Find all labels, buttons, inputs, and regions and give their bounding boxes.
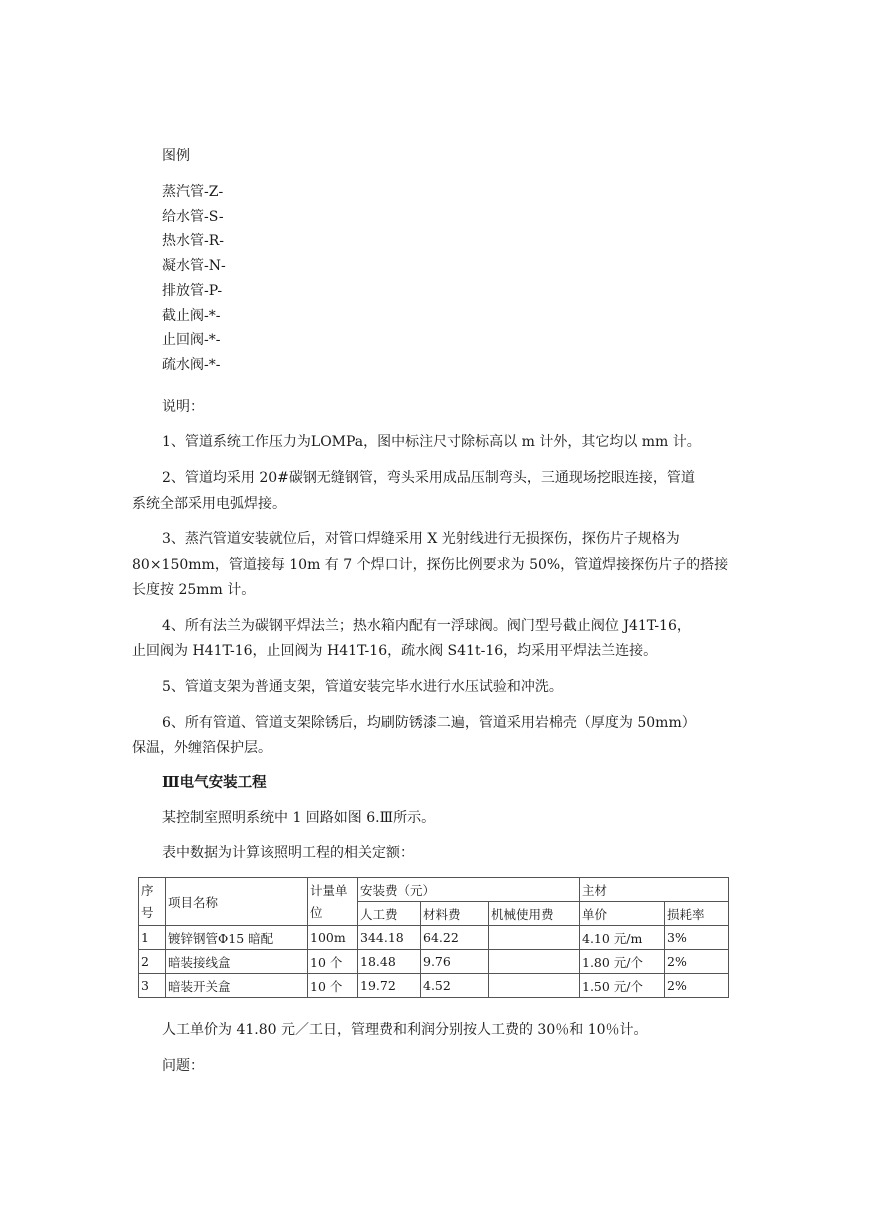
notes-title: 说明：	[162, 399, 204, 415]
legend-item: 蒸汽管-Z-	[162, 184, 224, 200]
note-4-line-2: 止回阀为 H41T-16，止回阀为 H41T-16，疏水阀 S41t-16，均采用平焊法兰连接。	[132, 643, 658, 659]
legend-title: 图例	[162, 148, 190, 164]
question-label: 问题：	[162, 1058, 204, 1074]
header-unit: 计量单位	[308, 878, 358, 926]
note-1: 1、管道系统工作压力为LOMPa，图中标注尺寸除标高以 m 计外，其它均以 mm 计。	[162, 434, 701, 450]
legend-item: 截止阀-*-	[162, 307, 221, 324]
intro-text: 某控制室照明系统中 1 回路如图 6.Ⅲ所示。	[162, 810, 436, 826]
cell-labor: 18.48	[358, 950, 421, 974]
cell-name: 暗装开关盒	[166, 974, 308, 998]
cell-seq: 2	[139, 950, 166, 974]
legend-list	[162, 180, 226, 378]
cell-unit: 100m	[308, 926, 358, 950]
header-material: 材料费	[421, 902, 489, 926]
note-2-line-2: 系统全部采用电弧焊接。	[132, 496, 286, 512]
legend-item: 疏水阀-*-	[162, 356, 221, 373]
header-machine: 机械使用费	[489, 902, 580, 926]
cell-price: 1.50 元/个	[580, 974, 665, 998]
header-seq: 序号	[139, 878, 166, 926]
legend-item: 排放管-P-	[162, 282, 223, 299]
header-name: 项目名称	[166, 878, 308, 926]
cell-unit: 10 个	[308, 974, 358, 998]
cell-labor: 19.72	[358, 974, 421, 998]
cell-material: 64.22	[421, 926, 489, 950]
note-5: 5、管道支架为普通支架，管道安装完毕水进行水压试验和冲洗。	[162, 679, 563, 695]
cell-seq: 1	[139, 926, 166, 950]
cell-material: 9.76	[421, 950, 489, 974]
cell-loss: 3%	[665, 926, 729, 950]
cell-unit: 10 个	[308, 950, 358, 974]
table-header-row	[139, 878, 729, 902]
header-main-material: 主材	[580, 878, 729, 902]
header-install-fee: 安装费（元）	[358, 878, 580, 902]
table-row	[139, 926, 729, 950]
cell-seq: 3	[139, 974, 166, 998]
note-6-line-1: 6、所有管道、管道支架除锈后，均刷防锈漆二遍，管道采用岩棉壳（厚度为 50mm）	[162, 715, 696, 731]
section-heading: Ⅲ电气安装工程	[162, 774, 267, 791]
note-3-line-2: 80×150mm，管道接每 10m 有 7 个焊口计，探伤比例要求为 50%，管道焊接探伤片子的搭接	[132, 557, 729, 573]
header-price: 单价	[580, 902, 665, 926]
table-row	[139, 950, 729, 974]
cell-name: 暗装接线盒	[166, 950, 308, 974]
note-3-line-1: 3、蒸汽管道安装就位后，对管口焊缝采用 X 光射线进行无损探伤，探伤片子规格为	[162, 531, 680, 547]
header-loss: 损耗率	[665, 902, 729, 926]
quota-table	[138, 877, 729, 998]
legend-item: 凝水管-N-	[162, 258, 226, 275]
note-4-line-1: 4、所有法兰为碳钢平焊法兰；热水箱内配有一浮球阀。阀门型号截止阀位 J41T-16，	[162, 618, 691, 634]
note-3-line-3: 长度按 25mm 计。	[132, 582, 256, 598]
note-6-line-2: 保温，外缠箔保护层。	[132, 740, 272, 756]
cell-price: 4.10 元/m	[580, 926, 665, 950]
labor-note: 人工单价为 41.80 元／工日，管理费和利润分别按人工费的 30％和 10％计。	[162, 1022, 648, 1038]
legend-item: 给水管-S-	[162, 208, 224, 225]
cell-machine	[489, 974, 580, 998]
cell-loss: 2%	[665, 950, 729, 974]
table-row	[139, 974, 729, 998]
cell-material: 4.52	[421, 974, 489, 998]
legend-item: 热水管-R-	[162, 233, 225, 250]
cell-name: 镀锌钢管Φ15 暗配	[166, 926, 308, 950]
cell-loss: 2%	[665, 974, 729, 998]
table-intro: 表中数据为计算该照明工程的相关定额：	[162, 845, 414, 861]
note-2-line-1: 2、管道均采用 20#碳钢无缝钢管，弯头采用成品压制弯头，三通现场挖眼连接，管道	[162, 470, 695, 486]
cell-price: 1.80 元/个	[580, 950, 665, 974]
cell-labor: 344.18	[358, 926, 421, 950]
cell-machine	[489, 926, 580, 950]
cell-machine	[489, 950, 580, 974]
header-labor: 人工费	[358, 902, 421, 926]
legend-item: 止回阀-*-	[162, 332, 221, 349]
